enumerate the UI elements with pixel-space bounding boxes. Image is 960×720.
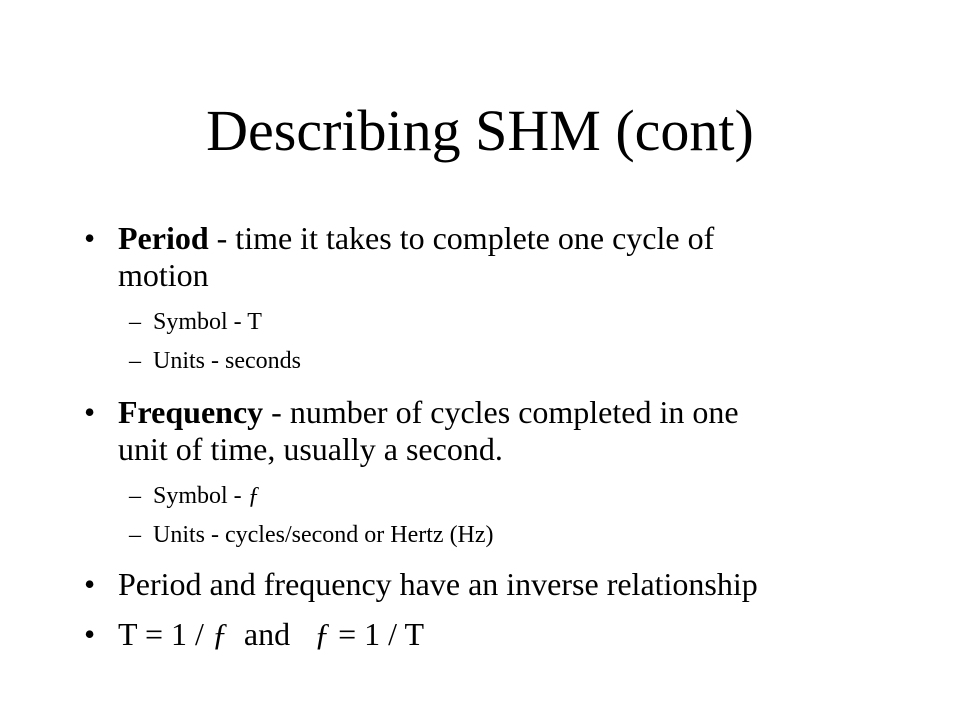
frequency-symbol-f1: ƒ: [211, 616, 228, 652]
frequency-symbol-f2: ƒ: [314, 616, 331, 652]
bullet-text: [118, 220, 888, 294]
frequency-definition-line2: unit of time, usually a second.: [118, 431, 503, 467]
frequency-symbol-glyph: ƒ: [247, 483, 260, 509]
term-frequency: Frequency: [118, 394, 264, 430]
sub-item-period-units: [129, 347, 301, 375]
sub-item-period-symbol: [129, 308, 262, 336]
period-symbol-text: Symbol - T: [153, 309, 262, 335]
bullet-text: [118, 394, 888, 468]
formula-part1: T = 1 /: [118, 616, 212, 652]
bullet-dot: •: [84, 566, 96, 602]
term-period: Period: [118, 220, 209, 256]
period-definition-line2: motion: [118, 257, 209, 293]
formula-part3: = 1 / T: [330, 616, 425, 652]
frequency-symbol-text: Symbol -: [153, 483, 248, 509]
period-units-text: Units - seconds: [153, 348, 301, 374]
frequency-units-text: Units - cycles/second or Hertz (Hz): [153, 522, 494, 548]
dash-glyph: –: [129, 483, 141, 509]
sub-item-frequency-symbol: [129, 482, 260, 510]
formula-text: [118, 616, 888, 653]
frequency-definition-line1: - number of cycles completed in one: [263, 394, 739, 430]
period-definition-line1: - time it takes to complete one cycle of: [208, 220, 715, 256]
sub-item-frequency-units: [129, 521, 494, 549]
dash-glyph: –: [129, 522, 141, 548]
dash-glyph: –: [129, 348, 141, 374]
bullet-dot: •: [84, 220, 96, 256]
dash-glyph: –: [129, 309, 141, 335]
bullet-dot: •: [84, 616, 96, 652]
slide-title: Describing SHM (cont): [206, 98, 754, 163]
inverse-relationship-text: Period and frequency have an inverse relationship: [118, 566, 758, 602]
bullet-dot: •: [84, 394, 96, 430]
formula-part2: and: [227, 616, 315, 652]
